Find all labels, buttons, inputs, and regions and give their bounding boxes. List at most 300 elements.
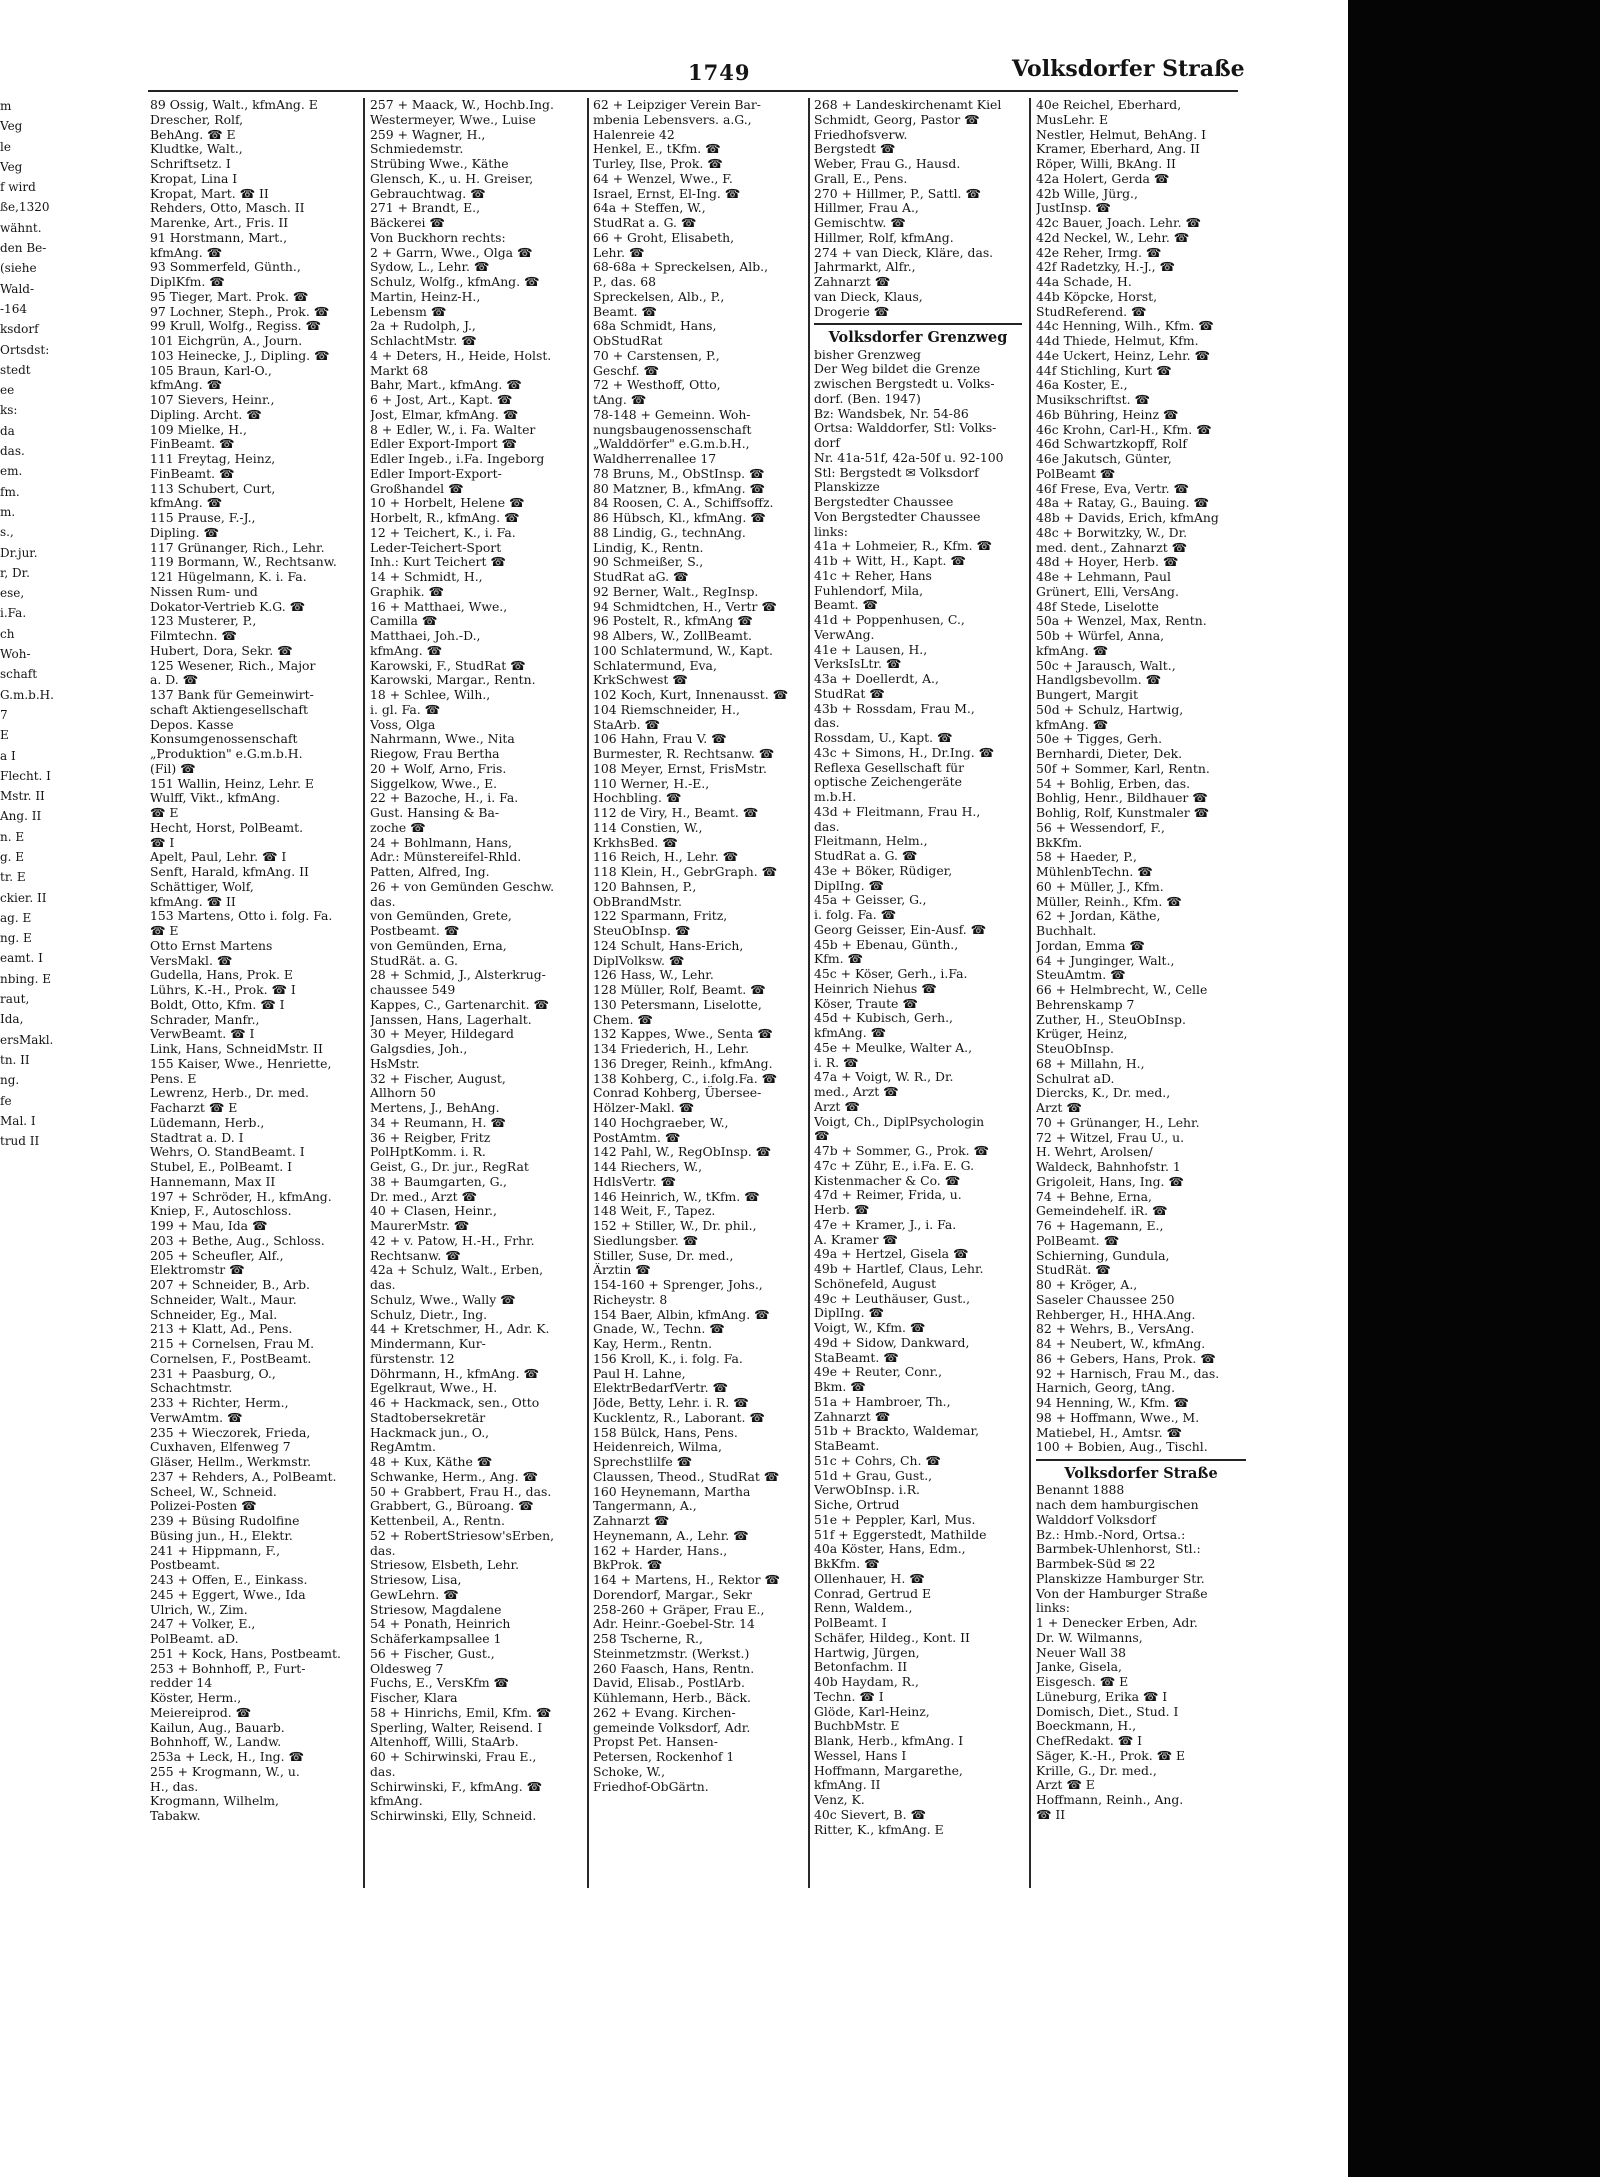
directory-entry: Claussen, Theod., StudRat ☎ [593,1469,780,1484]
directory-entry: 74 + Behne, Erna, [1036,1189,1152,1204]
directory-entry: 72 + Witzel, Frau U., u. [1036,1130,1185,1145]
directory-entry: Mertens, J., BehAng. [370,1101,500,1115]
directory-entry: 50b + Würfel, Anna, [1036,629,1165,643]
directory-entry: 94 Schmidtchen, H., Vertr ☎ [593,599,777,614]
directory-entry: Sydow, L., Lehr. ☎ [370,260,490,275]
directory-entry: Edler Ingeb., i.Fa. Ingeborg [370,452,545,466]
directory-entry: Döhrmann, H., kfmAng. ☎ [370,1366,539,1381]
directory-entry: Rechtsanw. ☎ [370,1248,461,1263]
directory-entry: 64a + Steffen, W., [593,201,706,216]
directory-entry: 154-160 + Sprenger, Johs., [593,1278,763,1292]
directory-entry: 49b + Hartlef, Claus, Lehr. [814,1262,984,1276]
directory-entry: Renn, Waldem., [814,1601,913,1616]
directory-entry: 49c + Leuthäuser, Gust., [814,1291,971,1306]
directory-entry: 42a Holert, Gerda ☎ [1036,171,1170,186]
directory-entry: 98 + Hoffmann, Wwe., M. [1036,1410,1200,1425]
directory-entry: Striesow, Magdalene [370,1602,502,1617]
directory-entry: ☎ II [1036,1807,1066,1822]
directory-entry: nungsbaugenossenschaft [593,422,752,437]
directory-entry: i. folg. Fa. ☎ [814,908,897,922]
directory-entry: 45d + Kubisch, Gerh., [814,1011,953,1026]
directory-entry: das. [370,894,396,909]
directory-entry: Arzt ☎ E [1036,1778,1095,1793]
directory-entry: 215 + Cornelsen, Frau M. [150,1337,315,1351]
directory-entry: 32 + Fischer, August, [370,1071,506,1086]
directory-entry: 51a + Hambroer, Th., [814,1394,951,1409]
directory-entry: Hillmer, Rolf, kfmAng. [814,230,954,245]
directory-entry: 40 + Clasen, Heinr., [370,1204,497,1219]
street-info-line: dorf [814,436,840,450]
directory-entry: Hannemann, Max II [150,1174,276,1189]
street-info-line: Planskizze Hamburger Str. [1036,1571,1205,1586]
directory-entry: Edler Import-Export- [370,466,502,481]
directory-entry: Paul H. Lahne, [593,1366,686,1381]
directory-entry: schaft Aktiengesellschaft [150,702,308,717]
directory-entry: 98 Albers, W., ZollBeamt. [593,629,752,643]
directory-entry: StudRät. a. G. [370,953,458,968]
directory-entry: Boldt, Otto, Kfm. ☎ I [150,997,285,1012]
directory-entry: 207 + Schneider, B., Arb. [150,1278,310,1292]
directory-entry: Ulrich, W., Zim. [150,1602,248,1617]
directory-entry: Meiereiprod. ☎ [150,1705,252,1720]
directory-entry: 108 Meyer, Ernst, FrisMstr. [593,761,767,776]
directory-entry: Lehr. ☎ [593,245,645,260]
directory-entry: 213 + Klatt, Ad., Pens. [150,1322,293,1337]
directory-entry: Jordan, Emma ☎ [1036,938,1145,953]
directory-entry: Cuxhaven, Elfenweg 7 [150,1440,291,1455]
directory-entry: Beamt. ☎ [593,304,657,319]
directory-entry: 44d Thiede, Helmut, Kfm. [1036,334,1199,348]
directory-entry: 46 + Hackmack, sen., Otto [370,1396,540,1410]
directory-entry: 89 Ossig, Walt., kfmAng. E [150,98,318,112]
directory-entry: 43d + Fleitmann, Frau H., [814,804,981,819]
directory-entry: StudRat a. G. ☎ [593,216,697,230]
directory-entry: 137 Bank für Gemeinwirt- [150,688,314,702]
scan-dark-edge [1348,0,1600,2177]
directory-entry: 84 Roosen, C. A., Schiffsoffz. [593,496,774,511]
directory-entry: Friedhof-ObGärtn. [593,1779,709,1794]
directory-entry: HdlsVertr. ☎ [593,1174,676,1189]
directory-entry: ☎ E [150,806,179,820]
directory-entry: RegAmtm. [370,1440,436,1455]
directory-entry: Waldherrenallee 17 [593,452,717,466]
directory-entry: Zahnarzt ☎ [814,1409,891,1424]
directory-entry: Oldesweg 7 [370,1661,444,1676]
margin-fragment: schaft [0,667,38,682]
directory-entry: Matiebel, H., Amtsr. ☎ [1036,1425,1182,1440]
directory-entry: Otto Ernst Martens [150,938,273,953]
margin-fragment: Dr.jur. [0,545,38,560]
directory-entry: 41d + Poppenhusen, C., [814,613,965,627]
directory-entry: 231 + Paasburg, O., [150,1366,276,1381]
directory-entry: Henkel, E., tKfm. ☎ [593,142,721,157]
directory-entry: Von Buckhorn rechts: [370,230,506,245]
directory-entry: Conrad, Gertrud E [814,1586,931,1601]
directory-entry: 42c Bauer, Joach. Lehr. ☎ [1036,216,1201,230]
directory-entry: 58 + Haeder, P., [1036,850,1137,865]
directory-entry: Schulz, Dietr., Ing. [370,1307,488,1322]
directory-entry: 102 Koch, Kurt, Innenausst. ☎ [593,688,789,702]
directory-entry: 268 + Landeskirchenamt Kiel [814,98,1002,112]
directory-entry: Hecht, Horst, PolBeamt. [150,820,304,835]
directory-entry: 18 + Schlee, Wilh., [370,688,491,702]
directory-entry: 48b + Davids, Erich, kfmAng [1036,511,1219,525]
directory-entry: Ritter, K., kfmAng. E [814,1822,944,1837]
directory-entry: Adr.: Münstereifel-Rhld. [370,850,522,865]
directory-entry: 41b + Witt, H., Kapt. ☎ [814,554,966,568]
directory-entry: 38 + Baumgarten, G., [370,1174,507,1189]
directory-entry: Lindig, K., Rentn. [593,540,704,555]
directory-entry: 42f Radetzky, H.-J., ☎ [1036,260,1175,275]
street-info-line: nach dem hamburgischen [1036,1498,1199,1512]
directory-entry: Link, Hans, SchneidMstr. II [150,1042,323,1056]
margin-fragment: ee [0,383,15,398]
margin-fragment: E [0,728,9,743]
directory-entry: Beamt. ☎ [814,598,878,613]
margin-fragment: g. E [0,849,25,864]
directory-entry: ChefRedakt. ☎ I [1036,1734,1142,1748]
directory-entry: ObStudRat [593,334,663,348]
directory-entry: 124 Schult, Hans-Erich, [593,938,744,953]
margin-fragment: wähnt. [0,220,42,235]
directory-entry: das. [370,1543,396,1558]
directory-entry: 68 + Millahn, H., [1036,1056,1145,1071]
directory-entry: BkKfm. [1036,835,1083,850]
directory-entry: 48d + Hoyer, Herb. ☎ [1036,555,1179,570]
street-info-line: Stl: Bergstedt ✉ Volksdorf [814,465,979,480]
column-divider [1029,98,1031,1888]
directory-entry: Rehberger, H., HHA.Ang. [1036,1307,1196,1322]
margin-fragment: Veg [0,159,23,174]
street-heading: Volksdorfer Grenzweg [828,328,1008,346]
directory-entry: kfmAng. ☎ II [150,894,236,909]
directory-entry: Neuer Wall 38 [1036,1645,1127,1660]
directory-entry: MühlenbTechn. ☎ [1036,865,1153,879]
directory-entry: Nestler, Helmut, BehAng. I [1036,127,1206,142]
margin-fragment: i.Fa. [0,606,27,621]
page-number: 1749 [688,60,751,85]
directory-entry: StaBeamt. [814,1439,880,1453]
directory-entry: Allhorn 50 [370,1086,436,1101]
directory-entry: 54 + Ponath, Heinrich [370,1617,511,1632]
directory-entry: 93 Sommerfeld, Günth., [150,260,301,275]
street-info-line: Planskizze [814,480,880,495]
directory-entry: Graphik. ☎ [370,584,444,599]
street-info-line: Nr. 41a-51f, 42a-50f u. 92-100 [814,450,1004,465]
directory-entry: Gust. Hansing & Ba- [370,806,500,820]
directory-entry: Spreckelsen, Alb., P., [593,289,725,304]
directory-entry: 151 Wallin, Heinz, Lehr. E [150,776,314,791]
directory-entry: optische Zeichengeräte [814,775,962,790]
directory-entry: 64 + Wenzel, Wwe., F. [593,171,733,186]
directory-entry: Markt 68 [370,363,429,378]
directory-entry: Postbeamt. [150,1558,220,1573]
directory-entry: 42 + v. Patow, H.-H., Frhr. [370,1233,535,1248]
directory-entry: 42a + Schulz, Walt., Erben, [370,1263,544,1278]
directory-entry: Kropat, Lina I [150,171,238,186]
previous-page-margin [0,96,128,1936]
directory-entry: Inh.: Kurt Teichert ☎ [370,555,506,570]
directory-entry: 48e + Lehmann, Paul [1036,570,1171,584]
directory-entry: 45a + Geisser, G., [814,893,927,908]
directory-entry: 80 Matzner, B., kfmAng. ☎ [593,481,765,496]
directory-entry: gemeinde Volksdorf, Adr. [593,1720,751,1735]
street-info-line: Von der Hamburger Straße [1036,1586,1208,1601]
directory-entry: Altenhoff, Willi, StaArb. [370,1735,519,1750]
directory-entry: 255 + Krogmann, W., u. [150,1764,300,1779]
directory-entry: chaussee 549 [370,983,456,997]
directory-entry: 86 Hübsch, Kl., kfmAng. ☎ [593,511,766,525]
directory-entry: 16 + Matthaei, Wwe., [370,599,508,614]
directory-entry: 6 + Jost, Art., Kapt. ☎ [370,393,513,407]
directory-entry: 239 + Büsing Rudolfine [150,1514,300,1528]
directory-entry: Waldeck, Bahnhofstr. 1 [1036,1160,1181,1174]
directory-entry: von Gemünden, Grete, [370,909,512,924]
directory-entry: 20 + Wolf, Arno, Fris. [370,761,507,776]
directory-entry: Voigt, W., Kfm. ☎ [814,1321,926,1335]
directory-entry: 70 + Grünanger, H., Lehr. [1036,1115,1200,1130]
directory-entry: Schulz, Wolfg., kfmAng. ☎ [370,275,540,289]
directory-entry: 66 + Helmbrecht, W., Celle [1036,983,1208,997]
directory-entry: Fuhlendorf, Mila, [814,583,924,598]
directory-entry: 50a + Wenzel, Max, Rentn. [1036,614,1207,629]
margin-fragment: stedt [0,362,31,377]
directory-entry: VerwBeamt. ☎ I [150,1027,255,1042]
directory-entry: 115 Prause, F.-J., [150,511,256,525]
directory-entry: Bäckerei ☎ [370,216,445,230]
directory-entry: 154 Baer, Albin, kfmAng. ☎ [593,1307,770,1322]
directory-entry: 48f Stede, Liselotte [1036,599,1159,614]
directory-entry: Schmidt, Georg, Pastor ☎ [814,112,980,127]
directory-entry: kfmAng. ☎ [1036,717,1109,732]
directory-entry: Depos. Kasse [150,717,234,732]
directory-entry: 68a Schmidt, Hans, [593,319,717,334]
street-heading: Volksdorfer Straße [1064,1464,1218,1482]
directory-entry: 47a + Voigt, W. R., Dr. [814,1070,954,1085]
directory-entry: 111 Freytag, Heinz, [150,452,276,466]
directory-entry: Konsumgenossenschaft [150,732,298,747]
directory-entry: Pens. E [150,1071,197,1086]
directory-entry: Dokator-Vertrieb K.G. ☎ [150,599,306,614]
directory-entry: Handlgsbevollm. ☎ [1036,673,1162,688]
directory-entry: 128 Müller, Rolf, Beamt. ☎ [593,983,766,997]
directory-entry: Schneider, Eg., Mal. [150,1307,278,1322]
directory-entry: 56 + Fischer, Gust., [370,1646,495,1661]
directory-entry: Domisch, Diet., Stud. I [1036,1704,1179,1719]
directory-entry: i. R. ☎ [814,1055,859,1070]
directory-entry: Gebrauchtwag. ☎ [370,186,486,201]
directory-entry: Heidenreich, Wilma, [593,1440,722,1455]
directory-entry: 162 + Harder, Hans., [593,1543,728,1558]
margin-fragment: Veg [0,119,23,134]
directory-entry: Nahrmann, Wwe., Nita [370,732,515,747]
directory-entry: zoche ☎ [370,820,426,835]
directory-entry: Gemeindehelf. iR. ☎ [1036,1204,1168,1219]
directory-entry: Tabakw. [150,1809,201,1823]
directory-entry: Schulrat aD. [1036,1071,1115,1086]
section-rule [814,323,1022,325]
directory-entry: 243 + Offen, E., Einkass. [150,1573,308,1587]
margin-fragment: ng. E [0,931,32,946]
directory-entry: Bohlig, Henr., Bildhauer ☎ [1036,791,1208,806]
directory-entry: Siggelkow, Wwe., E. [370,776,498,791]
directory-entry: Bergstedt ☎ [814,142,896,157]
directory-entry: 10 + Horbelt, Helene ☎ [370,496,525,511]
directory-entry: Kailun, Aug., Bauarb. [150,1720,285,1735]
margin-fragment: m. [0,504,16,519]
directory-entry: Hölzer-Makl. ☎ [593,1101,695,1115]
directory-entry: Westermeyer, Wwe., Luise [370,112,536,127]
directory-entry: Stubel, E., PolBeamt. I [150,1160,292,1174]
directory-entry: 130 Petersmann, Liselotte, [593,997,762,1012]
directory-entry: 138 Kohberg, C., i.folg.Fa. ☎ [593,1071,778,1086]
directory-entry: 48 + Kux, Käthe ☎ [370,1455,493,1469]
directory-entry: Schättiger, Wolf, [150,879,254,894]
directory-entry: 95 Tieger, Mart. Prok. ☎ [150,289,309,304]
directory-entry: 50e + Tigges, Gerh. [1036,732,1163,747]
directory-entry: Arzt ☎ [1036,1101,1082,1115]
directory-entry: 42d Neckel, W., Lehr. ☎ [1036,230,1190,245]
directory-entry: 43b + Rossdam, Frau M., [814,701,975,716]
directory-entry: Egelkraut, Wwe., H. [370,1381,498,1396]
directory-entry: Petersen, Rockenhof 1 [593,1750,735,1764]
directory-entry: Nissen Rum- und [150,584,258,599]
margin-fragment: raut, [0,992,30,1007]
directory-entry: BehAng. ☎ E [150,127,236,142]
directory-entry: Kistenmacher & Co. ☎ [814,1173,961,1188]
directory-entry: Müller, Reinh., Kfm. ☎ [1036,894,1182,909]
street-info-line: Bz.: Hmb.-Nord, Ortsa.: [1036,1527,1186,1542]
directory-entry: 43e + Böker, Rüdiger, [814,863,953,878]
directory-entry: 259 + Wagner, H., [370,127,486,142]
margin-fragment: G.m.b.H. [0,687,54,702]
directory-entry: 8 + Edler, W., i. Fa. Walter [370,422,536,437]
margin-fragment: -164 [0,301,27,316]
directory-entry: 66 + Groht, Elisabeth, [593,230,735,245]
directory-entry: 270 + Hillmer, P., Sattl. ☎ [814,186,981,201]
directory-entry: Martin, Heinz-H., [370,289,481,304]
directory-column-1 [150,98,356,1888]
directory-entry: Rehders, Otto, Masch. II [150,201,305,216]
directory-entry: Camilla ☎ [370,614,438,629]
directory-entry: Zahnarzt ☎ [593,1514,670,1528]
directory-entry: i. gl. Fa. ☎ [370,702,441,717]
directory-entry: DiplVolksw. ☎ [593,953,685,968]
directory-entry: 100 + Bobien, Aug., Tischl. [1036,1440,1208,1455]
directory-entry: 271 + Brandt, E., [370,201,481,216]
directory-entry: Filmtechn. ☎ [150,629,237,643]
directory-entry: kfmAng. ☎ [150,496,223,511]
directory-entry: PostAmtm. ☎ [593,1130,681,1145]
directory-entry: StaArb. ☎ [593,717,660,732]
directory-entry: Krüger, Heinz, [1036,1027,1128,1042]
directory-entry: Steinmetzmstr. (Werkst.) [593,1646,750,1661]
directory-entry: Jost, Elmar, kfmAng. ☎ [370,407,519,422]
column-divider [587,98,589,1888]
directory-entry: 4 + Deters, H., Heide, Holst. [370,348,552,363]
street-info-line: Bergstedter Chaussee [814,495,954,509]
directory-entry: 258 Tscherne, R., [593,1632,703,1646]
directory-entry: Schäferkampsallee 1 [370,1632,502,1646]
directory-entry: 94 Henning, W., Kfm. ☎ [1036,1396,1189,1410]
directory-entry: Schlatermund, Eva, [593,658,717,673]
street-info-line: Der Weg bildet die Grenze [814,362,981,377]
directory-entry: BkProk. ☎ [593,1558,663,1573]
directory-entry: Senft, Harald, kfmAng. II [150,865,309,879]
directory-entry: Kay, Herm., Rentn. [593,1337,713,1351]
directory-entry: m.b.H. [814,790,857,804]
directory-entry: Buchhalt. [1036,924,1097,938]
directory-entry: Polizei-Posten ☎ [150,1499,257,1514]
directory-entry: Facharzt ☎ E [150,1101,238,1115]
directory-entry: Rossdam, U., Kapt. ☎ [814,731,953,745]
directory-entry: tAng. ☎ [593,393,647,407]
street-info-line: links: [814,524,848,539]
directory-entry: Glensch, K., u. H. Greiser, [370,171,534,186]
directory-entry: 103 Heinecke, J., Dipling. ☎ [150,348,330,363]
margin-fragment: Mstr. II [0,789,45,804]
directory-entry: Techn. ☎ I [814,1689,884,1704]
directory-entry: 160 Heynemann, Martha [593,1484,751,1499]
directory-entry: 47d + Reimer, Frida, u. [814,1188,962,1203]
directory-entry: PolBeamt. ☎ [1036,1233,1120,1248]
directory-entry: 92 Berner, Walt., RegInsp. [593,584,759,599]
directory-entry: Mindermann, Kur- [370,1337,486,1351]
directory-entry: Fischer, Klara [370,1691,458,1705]
directory-entry: Turley, Ilse, Prok. ☎ [593,157,723,171]
directory-entry: 78-148 + Gemeinn. Woh- [593,407,751,422]
directory-entry: Kettenbeil, A., Rentn. [370,1514,505,1528]
directory-entry: Dipling. ☎ [150,525,219,540]
directory-entry: 97 Lochner, Steph., Prok. ☎ [150,304,330,319]
directory-entry: Siche, Ortrud [814,1498,900,1512]
directory-entry: Gnade, W., Techn. ☎ [593,1322,725,1337]
directory-entry: Cornelsen, F., PostBeamt. [150,1351,312,1366]
directory-entry: 122 Sparmann, Fritz, [593,909,728,924]
directory-entry: 121 Hügelmann, K. i. Fa. [150,570,307,584]
directory-entry: 68-68a + Spreckelsen, Alb., [593,260,769,275]
directory-entry: 41e + Lausen, H., [814,642,928,657]
directory-entry: 134 Friederich, H., Lehr. [593,1042,750,1056]
directory-entry: 43c + Simons, H., Dr.Ing. ☎ [814,745,995,760]
directory-entry: 51d + Grau, Gust., [814,1468,933,1483]
directory-entry: Striesow, Elsbeth, Lehr. [370,1558,520,1573]
directory-entry: kfmAng. ☎ [1036,643,1109,658]
directory-entry: 22 + Bazoche, H., i. Fa. [370,791,519,806]
margin-fragment: ng. [0,1073,20,1088]
directory-entry: Kucklentz, R., Laborant. ☎ [593,1410,765,1425]
directory-entry: 136 Dreger, Reinh., kfmAng. [593,1056,773,1071]
directory-entry: Dr. med., Arzt ☎ [370,1189,477,1204]
directory-entry: 91 Horstmann, Mart., [150,230,288,245]
directory-entry: 110 Werner, H.-E., [593,776,710,791]
directory-entry: 47b + Sommer, G., Prok. ☎ [814,1144,989,1158]
directory-entry: 114 Constien, W., [593,820,703,835]
directory-entry: Strübing Wwe., Käthe [370,157,509,171]
directory-entry: a. D. ☎ [150,673,199,688]
directory-entry: PolBeamt ☎ [1036,466,1116,481]
directory-entry: 155 Kaiser, Wwe., Henriette, [150,1056,332,1071]
directory-entry: Lührs, K.-H., Prok. ☎ I [150,983,296,997]
directory-entry: 104 Riemschneider, H., [593,702,740,717]
directory-entry: BuchbMstr. E [814,1719,900,1734]
margin-fragment: Flecht. I [0,768,51,783]
directory-entry: Friedhofsverw. [814,127,908,142]
directory-entry: 52 + RobertStriesow'sErben, [370,1528,555,1543]
margin-fragment: Ortsdst: [0,342,50,357]
directory-entry: Wulff, Vikt., kfmAng. [150,791,281,806]
margin-fragment: tr. E [0,870,26,885]
